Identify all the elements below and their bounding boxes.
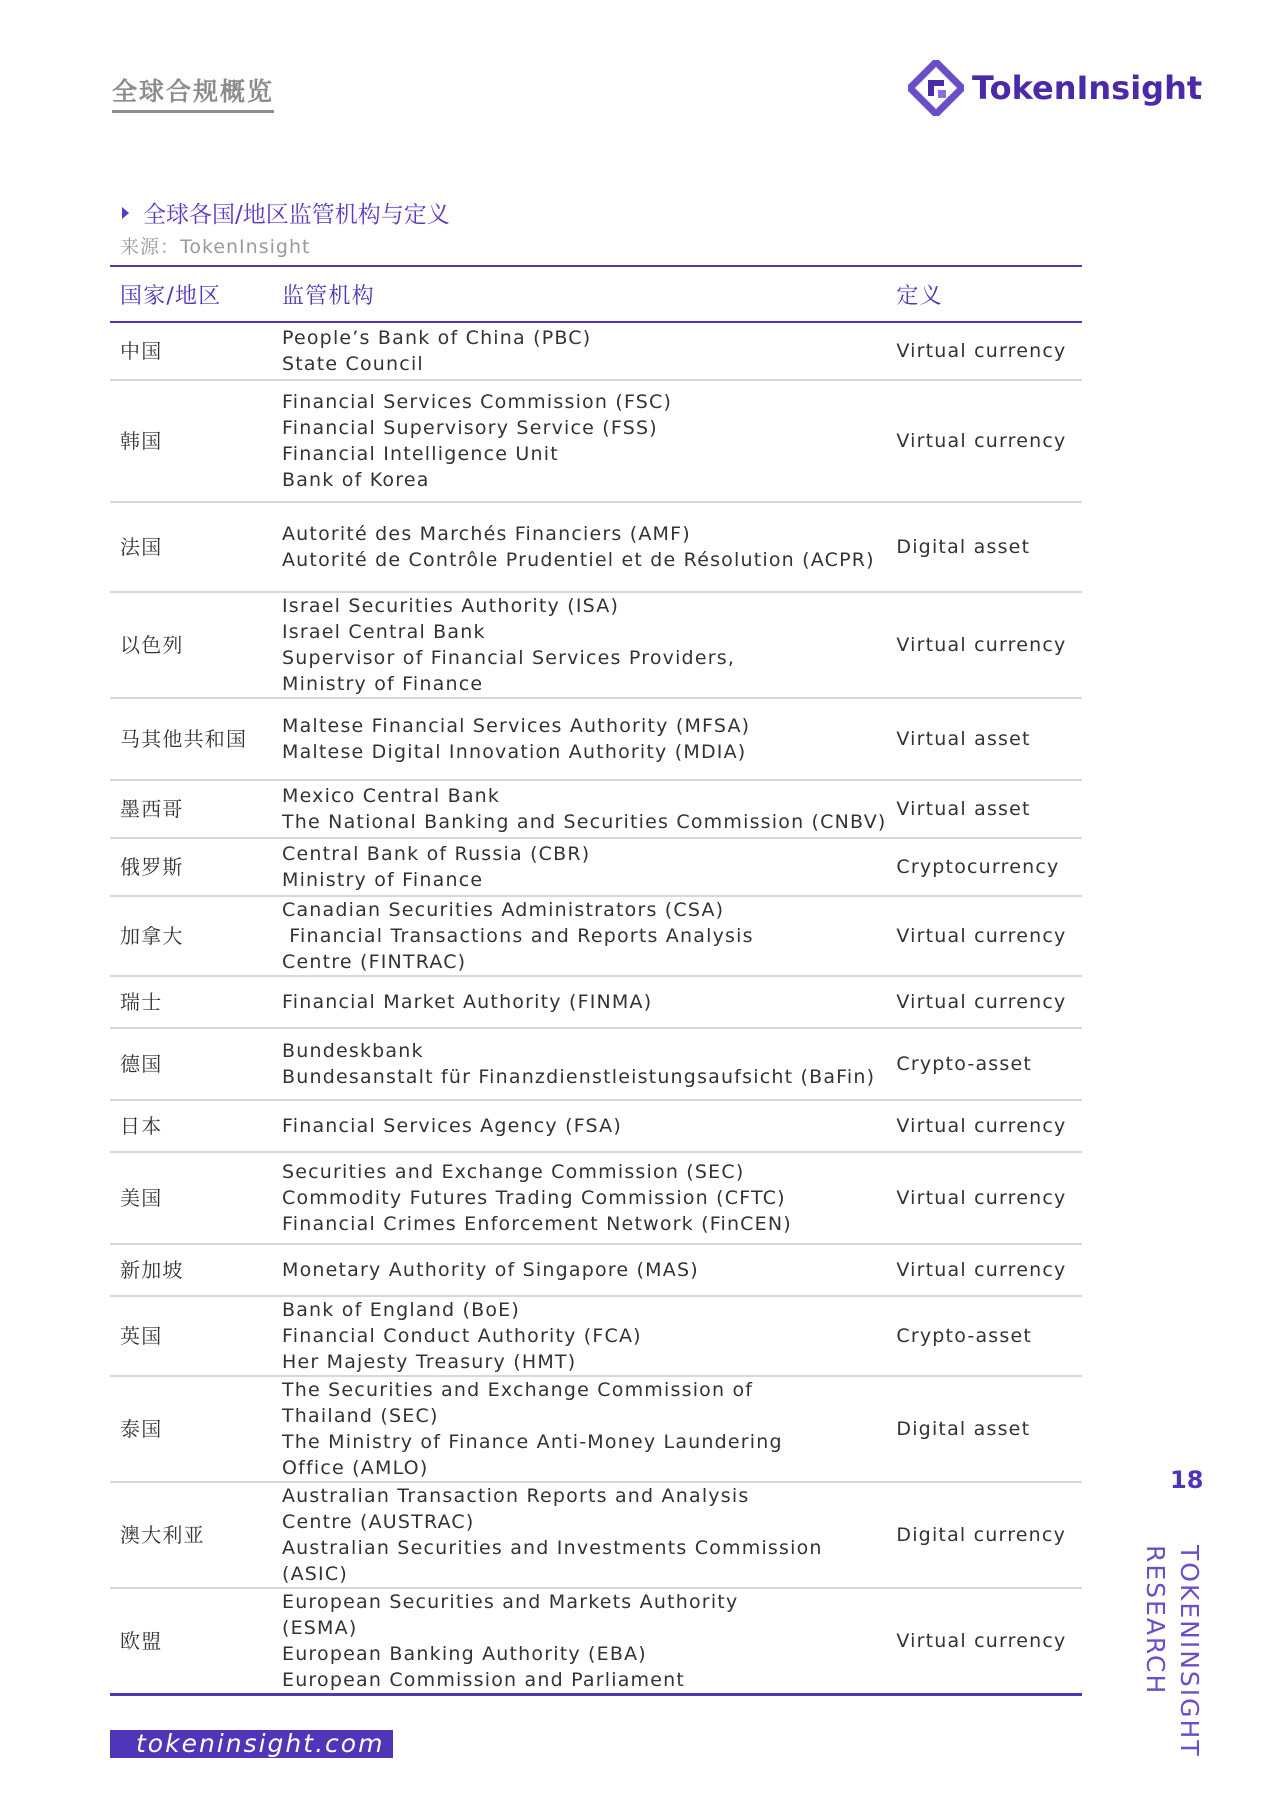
caret-right-icon — [122, 207, 129, 219]
regulator-line: European Commission and Parliament — [281, 1669, 686, 1691]
cell-definition: Virtual asset — [896, 698, 1082, 780]
tokeninsight-logo-icon — [908, 60, 964, 116]
cell-region: 中国 — [110, 322, 282, 380]
regulator-line: Financial Services Commission (FSC) — [281, 391, 673, 413]
column-header-definition: 定义 — [896, 266, 1082, 322]
cell-region: 墨西哥 — [110, 780, 282, 838]
regulator-line: Financial Services Agency (FSA) — [281, 1115, 622, 1137]
cell-region: 加拿大 — [110, 896, 282, 976]
column-header-region: 国家/地区 — [110, 266, 282, 322]
source-note: 来源：TokenInsight — [120, 236, 311, 258]
cell-definition: Virtual asset — [896, 780, 1082, 838]
table-row — [110, 780, 1082, 838]
cell-region: 马其他共和国 — [110, 698, 282, 780]
cell-region: 新加坡 — [110, 1244, 282, 1296]
cell-regulators — [282, 1028, 896, 1100]
table-body — [110, 322, 1082, 1695]
cell-regulators — [282, 1244, 896, 1296]
regulator-line: Ministry of Finance — [281, 869, 484, 891]
brand-logo — [908, 58, 1202, 118]
table-row — [110, 1100, 1082, 1152]
cell-definition: Virtual currency — [896, 1630, 1067, 1652]
cell-definition: Virtual currency — [896, 896, 1082, 976]
section-title — [120, 196, 450, 229]
table-row — [110, 698, 1082, 780]
cell-regulators — [282, 322, 896, 380]
cell-definition: Virtual currency — [896, 592, 1082, 698]
cell-regulators — [282, 1588, 896, 1695]
table-row — [110, 322, 1082, 380]
regulator-line: European Banking Authority (EBA) — [281, 1643, 647, 1665]
regulator-line: Financial Transactions and Reports Analysis — [281, 925, 754, 947]
table-row — [110, 1028, 1082, 1100]
regulator-line: (ASIC) — [281, 1563, 348, 1585]
brand-name: TokenInsight — [972, 69, 1203, 107]
regulator-line: The Securities and Exchange Commission of — [281, 1379, 754, 1401]
cell-regulators — [282, 976, 896, 1028]
cell-regulators — [282, 1152, 896, 1244]
regulator-line: Bundesanstalt für Finanzdienstleistungsaufsicht (BaFin) — [281, 1066, 876, 1088]
cell-regulators — [282, 780, 896, 838]
regulators-table — [110, 265, 1082, 1696]
cell-region: 以色列 — [110, 592, 282, 698]
table-header-row — [110, 266, 1082, 322]
cell-definition: Virtual currency — [896, 1100, 1082, 1152]
regulator-line: Israel Securities Authority (ISA) — [281, 595, 620, 617]
cell-definition: Virtual currency — [896, 1244, 1082, 1296]
regulator-line: Her Majesty Treasury (HMT) — [281, 1351, 577, 1373]
cell-definition: Cryptocurrency — [896, 838, 1082, 896]
cell-region: 泰国 — [110, 1376, 282, 1482]
table-row — [110, 1588, 1082, 1695]
regulator-line: (ESMA) — [281, 1617, 358, 1639]
cell-regulators — [282, 380, 896, 502]
cell-definition: Digital asset — [896, 502, 1082, 592]
vertical-brand-line2: RESEARCH — [1141, 1545, 1170, 1696]
regulator-line: Canadian Securities Administrators (CSA) — [281, 899, 725, 921]
regulator-line: Autorité de Contrôle Prudentiel et de Résolution (ACPR) — [281, 549, 875, 571]
regulator-line: The Ministry of Finance Anti-Money Laundering — [281, 1431, 783, 1453]
header-title: 全球合规概览 — [112, 72, 274, 113]
cell-region: 英国 — [110, 1296, 282, 1376]
regulator-line: State Council — [281, 353, 424, 375]
regulator-line: Financial Conduct Authority (FCA) — [281, 1325, 642, 1347]
cell-regulators — [282, 1376, 896, 1482]
regulator-line: Office (AMLO) — [281, 1457, 429, 1479]
regulator-line: Commodity Futures Trading Commission (CFTC) — [281, 1187, 786, 1209]
cell-definition: Virtual currency — [896, 322, 1082, 380]
regulator-line: Ministry of Finance — [281, 673, 484, 695]
regulator-line: People’s Bank of China (PBC) — [281, 327, 592, 349]
regulator-line: Maltese Digital Innovation Authority (MDIA) — [281, 741, 747, 763]
cell-region: 美国 — [110, 1152, 282, 1244]
regulator-line: The National Banking and Securities Commission (CNBV) — [281, 811, 887, 833]
regulator-line: Securities and Exchange Commission (SEC) — [281, 1161, 745, 1183]
cell-region: 欧盟 — [120, 1629, 163, 1653]
regulator-line: Mexico Central Bank — [281, 785, 501, 807]
footer-url[interactable]: tokeninsight.com — [110, 1730, 393, 1758]
cell-region: 日本 — [110, 1100, 282, 1152]
table-row — [110, 1152, 1082, 1244]
cell-definition: Virtual currency — [896, 1152, 1082, 1244]
cell-region: 法国 — [110, 502, 282, 592]
cell-definition: Crypto-asset — [896, 1296, 1082, 1376]
cell-definition: Crypto-asset — [896, 1028, 1082, 1100]
regulator-line: Central Bank of Russia (CBR) — [281, 843, 591, 865]
table-row — [110, 976, 1082, 1028]
table-row — [110, 592, 1082, 698]
regulator-line: Financial Crimes Enforcement Network (FinCEN) — [281, 1213, 792, 1235]
cell-definition: Virtual currency — [896, 976, 1082, 1028]
table-row — [110, 380, 1082, 502]
cell-regulators — [282, 896, 896, 976]
regulator-line: Australian Transaction Reports and Analysis — [281, 1485, 750, 1507]
cell-regulators — [282, 698, 896, 780]
regulator-line: Maltese Financial Services Authority (MFSA) — [281, 715, 751, 737]
table-row — [110, 1376, 1082, 1482]
cell-definition: Digital asset — [896, 1376, 1082, 1482]
table-row — [110, 896, 1082, 976]
cell-regulators — [282, 1482, 896, 1588]
regulator-line: Supervisor of Financial Services Providers, — [281, 647, 736, 669]
cell-definition: Digital currency — [896, 1482, 1082, 1588]
vertical-brand — [1138, 1545, 1206, 1758]
table-row — [110, 1482, 1082, 1588]
cell-regulators — [282, 1296, 896, 1376]
regulator-line: Autorité des Marchés Financiers (AMF) — [281, 523, 691, 545]
cell-region: 瑞士 — [110, 976, 282, 1028]
cell-region: 韩国 — [110, 380, 282, 502]
page-number: 18 — [1170, 1466, 1204, 1494]
table-row — [110, 1296, 1082, 1376]
cell-regulators — [282, 502, 896, 592]
regulator-line: European Securities and Markets Authority — [281, 1591, 739, 1613]
cell-region: 俄罗斯 — [110, 838, 282, 896]
regulator-line: Israel Central Bank — [281, 621, 486, 643]
cell-region: 澳大利亚 — [110, 1482, 282, 1588]
regulator-line: Bank of Korea — [281, 469, 430, 491]
column-header-regulators: 监管机构 — [282, 266, 896, 322]
regulator-line: Financial Intelligence Unit — [281, 443, 559, 465]
cell-regulators — [282, 1100, 896, 1152]
regulator-line: Centre (AUSTRAC) — [281, 1511, 475, 1533]
regulator-line: Australian Securities and Investments Commission — [281, 1537, 823, 1559]
cell-definition: Virtual currency — [896, 380, 1082, 502]
table-row — [110, 502, 1082, 592]
regulator-line: Bank of England (BoE) — [281, 1299, 520, 1321]
regulator-line: Financial Supervisory Service (FSS) — [281, 417, 658, 439]
cell-region: 德国 — [110, 1028, 282, 1100]
regulator-line: Centre (FINTRAC) — [281, 951, 467, 973]
regulator-line: Bundeskbank — [281, 1040, 424, 1062]
regulator-line: Financial Market Authority (FINMA) — [281, 991, 653, 1013]
cell-regulators — [282, 838, 896, 896]
cell-regulators — [282, 592, 896, 698]
regulator-line: Monetary Authority of Singapore (MAS) — [281, 1259, 699, 1281]
table-row — [110, 838, 1082, 896]
section-title-text: 全球各国/地区监管机构与定义 — [143, 202, 450, 228]
table-row — [110, 1244, 1082, 1296]
regulator-line: Thailand (SEC) — [281, 1405, 439, 1427]
vertical-brand-line1: TOKENINSIGHT — [1175, 1545, 1204, 1758]
